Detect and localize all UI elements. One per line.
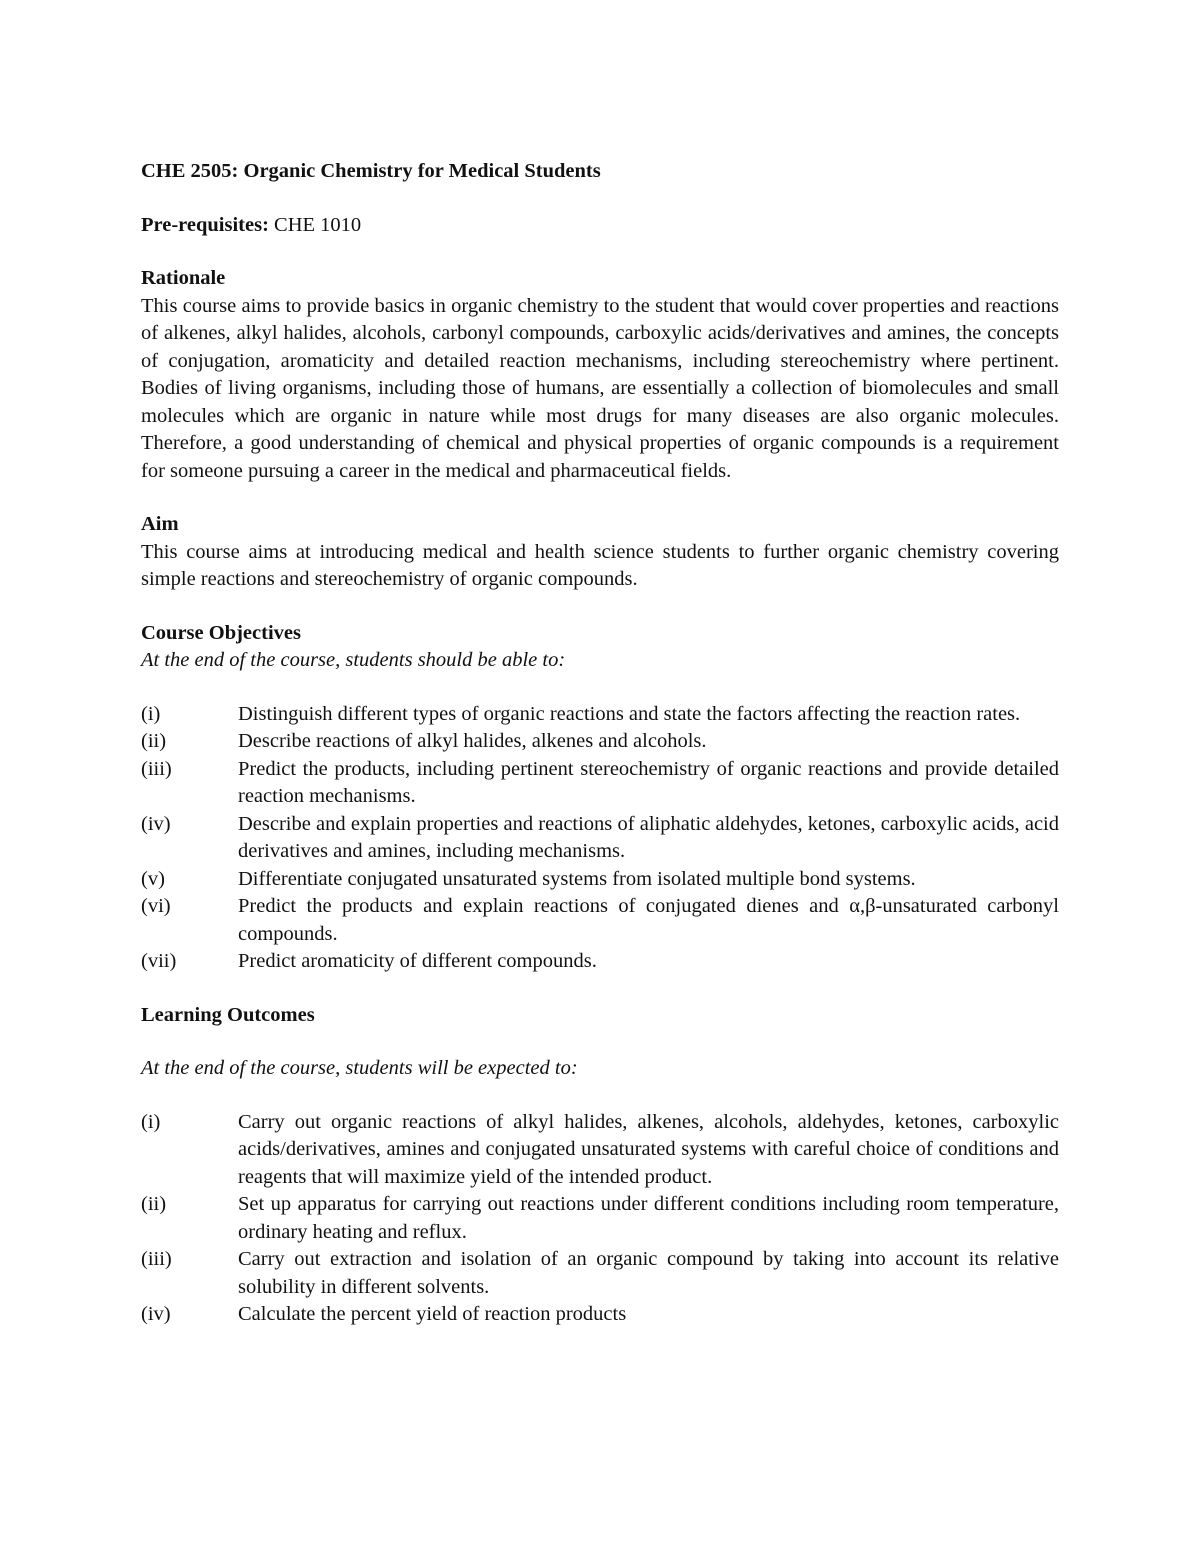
list-item — [141, 948, 1059, 976]
objectives-intro: At the end of the course, students should be able to: — [141, 649, 566, 671]
rationale-heading: Rationale — [141, 267, 226, 289]
outcomes-list — [141, 1109, 1059, 1329]
list-item — [141, 728, 1059, 756]
list-item — [141, 1246, 1059, 1301]
item-number: (ii) — [141, 730, 167, 752]
item-number: (vii) — [141, 950, 177, 972]
item-text: Predict the products, including pertinent stereochemistry of organic reactions and provide detailed reaction mechanisms. — [238, 757, 1059, 807]
item-number: (vi) — [141, 895, 171, 917]
list-item — [141, 1109, 1059, 1192]
item-number: (iv) — [141, 812, 171, 835]
item-text: Predict the products and explain reactions of conjugated dienes and α,β-unsaturated carbonyl compounds. — [238, 895, 1059, 945]
item-text: Predict aromaticity of different compounds. — [238, 950, 597, 972]
item-text: Describe reactions of alkyl halides, alkenes and alcohols. — [238, 730, 707, 752]
item-number: (v) — [141, 867, 165, 890]
objectives-heading: Course Objectives — [141, 621, 301, 644]
prerequisites-line — [141, 212, 1059, 240]
list-item — [141, 811, 1059, 866]
list-item — [141, 893, 1059, 948]
list-item — [141, 1191, 1059, 1246]
item-text: Calculate the percent yield of reaction products — [238, 1303, 627, 1325]
rationale-text: This course aims to provide basics in organic chemistry to the student that would cover properties and reactions of alkenes, alkyl halides, alcohols, carbonyl compounds, carboxylic acids/derivatives and amines, the concepts of conjugation, aromaticity and detailed reaction mechanisms, including stereochemistry where pertinent. Bodies of living organisms, including those of humans, are essentially a collection of biomolecules and small molecules which are organic in nature while most drugs for many diseases are also organic molecules. Therefore, a good understanding of chemical and physical properties of organic compounds is a requirement for someone pursuing a career in the medical and pharmaceutical fields. — [141, 294, 1059, 482]
list-item — [141, 866, 1059, 894]
item-number: (iv) — [141, 1303, 171, 1325]
item-text: Set up apparatus for carrying out reactions under different conditions including room temperature, ordinary heating and reflux. — [238, 1193, 1059, 1243]
outcomes-intro: At the end of the course, students will be expected to: — [141, 1057, 578, 1079]
item-number: (iii) — [141, 757, 172, 780]
item-number: (iii) — [141, 1248, 172, 1270]
list-item — [141, 701, 1059, 729]
objectives-list — [141, 701, 1059, 976]
item-text: Carry out extraction and isolation of an organic compound by taking into account its relative solubility in different solvents. — [238, 1248, 1059, 1298]
prerequisites-value: CHE 1010 — [268, 213, 362, 236]
item-number: (i) — [141, 1110, 161, 1133]
item-text: Carry out organic reactions of alkyl halides, alkenes, alcohols, aldehydes, ketones, carboxylic acids/derivatives, amines and conjugated unsaturated systems with careful choice of conditions and reagents that will maximize yield of the intended product. — [238, 1110, 1059, 1188]
item-text: Distinguish different types of organic reactions and state the factors affecting the reaction rates. — [238, 702, 1021, 725]
aim-heading: Aim — [141, 513, 179, 535]
document-page — [141, 158, 1059, 1355]
course-title: CHE 2505: Organic Chemistry for Medical Students — [141, 160, 601, 182]
prerequisites-label: Pre-requisites: — [141, 213, 269, 236]
item-number: (ii) — [141, 1193, 167, 1215]
item-text: Differentiate conjugated unsaturated systems from isolated multiple bond systems. — [238, 867, 916, 890]
outcomes-heading: Learning Outcomes — [141, 1003, 315, 1026]
list-item — [141, 1301, 1059, 1329]
item-number: (i) — [141, 702, 161, 725]
list-item — [141, 756, 1059, 811]
item-text: Describe and explain properties and reactions of aliphatic aldehydes, ketones, carboxylic acids, acid derivatives and amines, including mechanisms. — [238, 812, 1059, 862]
aim-text: This course aims at introducing medical and health science students to further organic chemistry covering simple reactions and stereochemistry of organic compounds. — [141, 540, 1059, 590]
